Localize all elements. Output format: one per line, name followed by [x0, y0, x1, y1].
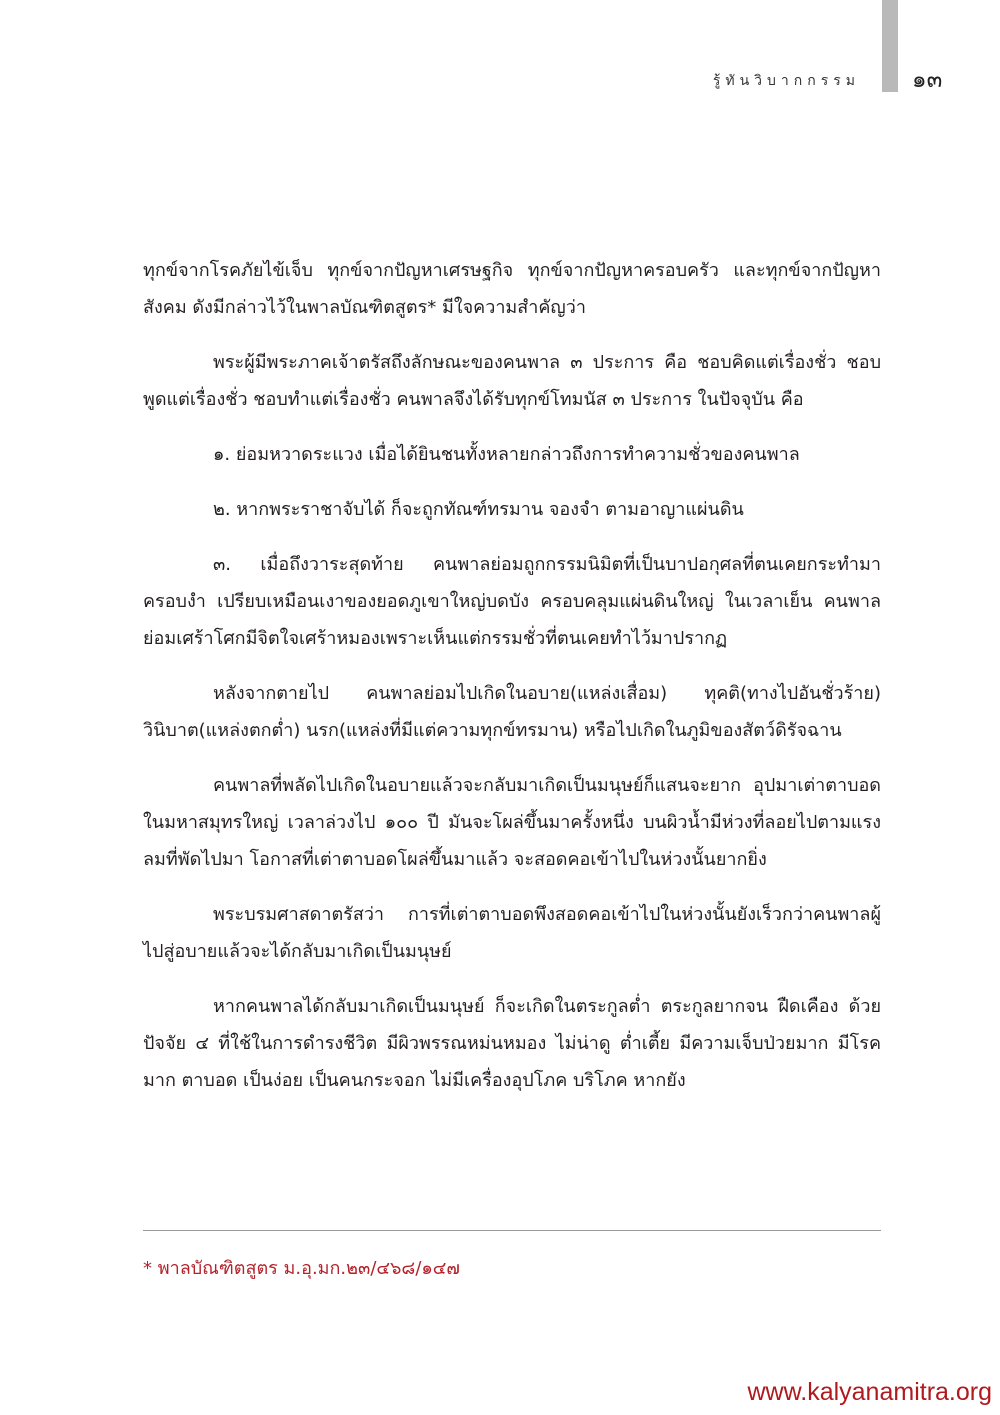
running-title: รู้ทันวิบากกรรม — [712, 73, 860, 89]
header-rule — [882, 0, 898, 92]
list-item: ๑. ย่อมหวาดระแวง เมื่อได้ยินชนทั้งหลายกล่าวถึงการทำความชั่วของคนพาล — [213, 444, 800, 465]
footnote-divider — [143, 1230, 881, 1231]
paragraph: หากคนพาลได้กลับมาเกิดเป็นมนุษย์ ก็จะเกิดในตระกูลต่ำ ตระกูลยากจน ฝืดเคือง ด้วยปัจจัย ๔ ที่ใช้ในการดำรงชีวิต มีผิวพรรณหม่นหมอง ไม่น่าดู ต่ำเตี้ย มีความเจ็บป่วยมาก มีโรคมาก ตาบอด เป็นง่อย เป็นคนกระจอก ไม่มีเครื่องอุปโภค บริโภค หากยัง — [143, 996, 881, 1091]
paragraph: คนพาลที่พลัดไปเกิดในอบายแล้วจะกลับมาเกิดเป็นมนุษย์ก็แสนจะยาก อุปมาเต่าตาบอดในมหาสมุทรใหญ่ เวลาล่วงไป ๑๐๐ ปี มันจะโผล่ขึ้นมาครั้งหนึ่ง บนผิวน้ำมีห่วงที่ลอยไปตามแรงลมที่พัดไปมา โอกาสที่เต่าตาบอดโผล่ขึ้นมาแล้ว จะสอดคอเข้าไปในห่วงนั้นยากยิ่ง — [143, 775, 881, 870]
footnote: * พาลบัณฑิตสูตร ม.อุ.มก.๒๓/๔๖๘/๑๔๗ — [143, 1258, 460, 1279]
paragraph: ทุกข์จากโรคภัยไข้เจ็บ ทุกข์จากปัญหาเศรษฐกิจ ทุกข์จากปัญหาครอบครัว และทุกข์จากปัญหาสังคม ดังมีกล่าวไว้ในพาลบัณฑิตสูตร* มีใจความสำคัญว่า — [143, 260, 881, 318]
paragraph: หลังจากตายไป คนพาลย่อมไปเกิดในอบาย(แหล่งเสื่อม) ทุคติ(ทางไปอันชั่วร้าย) วินิบาต(แหล่งตกต่ำ) นรก(แหล่งที่มีแต่ความทุกข์ทรมาน) หรือไปเกิดในภูมิของสัตว์ดิรัจฉาน — [143, 683, 881, 741]
website-link[interactable]: www.kalyanamitra.org — [747, 1378, 992, 1406]
paragraph: พระบรมศาสดาตรัสว่า การที่เต่าตาบอดพึงสอดคอเข้าไปในห่วงนั้นยังเร็วกว่าคนพาลผู้ไปสู่อบายแล้วจะได้กลับมาเกิดเป็นมนุษย์ — [143, 904, 881, 962]
body-text — [143, 252, 881, 1117]
list-item: ๒. หากพระราชาจับได้ ก็จะถูกทัณฑ์ทรมาน จองจำ ตามอาญาแผ่นดิน — [213, 499, 744, 520]
paragraph: พระผู้มีพระภาคเจ้าตรัสถึงลักษณะของคนพาล ๓ ประการ คือ ชอบคิดแต่เรื่องชั่ว ชอบพูดแต่เรื่องชั่ว ชอบทำแต่เรื่องชั่ว คนพาลจึงได้รับทุกข์โทมนัส ๓ ประการ ในปัจจุบัน คือ — [143, 352, 881, 410]
page-number: ๑๓ — [912, 67, 943, 93]
list-item: ๓. เมื่อถึงวาระสุดท้าย คนพาลย่อมถูกกรรมนิมิตที่เป็นบาปอกุศลที่ตนเคยกระทำมาครอบงำ เปรียบเหมือนเงาของยอดภูเขาใหญ่บดบัง ครอบคลุมแผ่นดินใหญ่ ในเวลาเย็น คนพาลย่อมเศร้าโศกมีจิตใจเศร้าหมองเพราะเห็นแต่กรรมชั่วที่ตนเคยทำไว้มาปรากฏ — [143, 554, 881, 649]
